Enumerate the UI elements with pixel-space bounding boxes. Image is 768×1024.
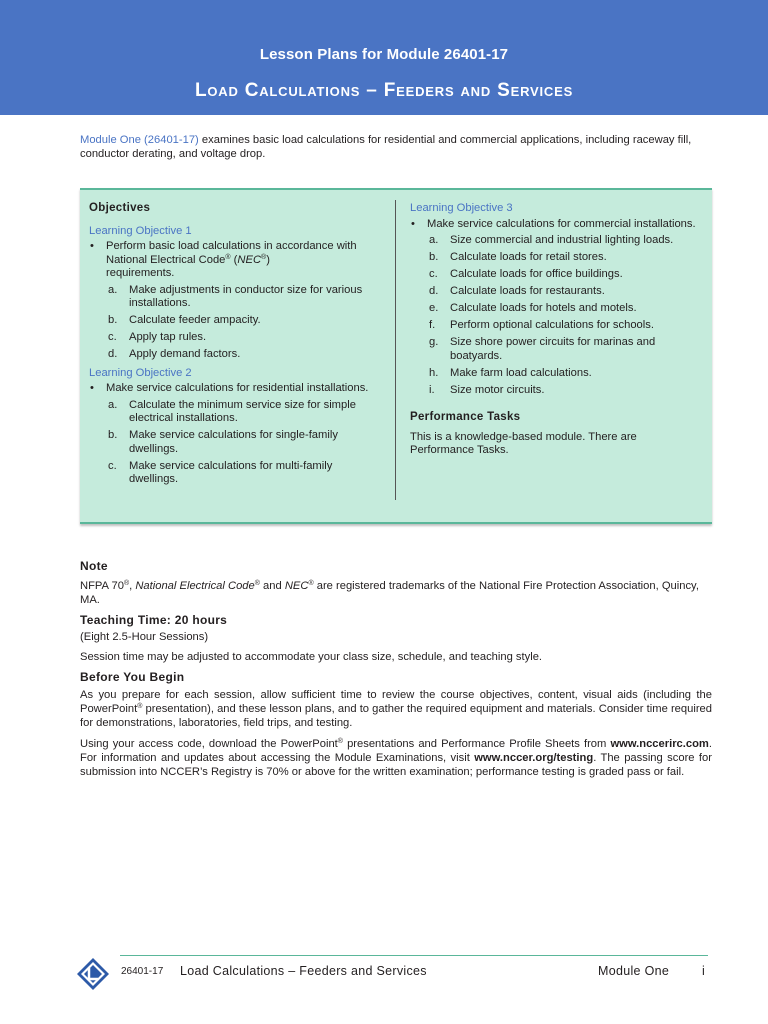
item-label: c. [429, 268, 438, 280]
footer-page-number: i [702, 964, 705, 978]
footer-title: Load Calculations – Feeders and Services [180, 964, 427, 978]
note-nfpa: NFPA 70 [80, 580, 124, 592]
lo1-bullet-end: requirements. [106, 267, 175, 279]
registered-mark: ® [261, 253, 267, 261]
note-nec: NEC [284, 580, 309, 592]
lo1-item-b [89, 314, 379, 328]
footer-module-number: 26401-17 [121, 966, 164, 977]
registered-mark: ® [137, 703, 143, 710]
header-title: Load Calculations – Feeders and Services [194, 80, 574, 101]
item-label: a. [108, 398, 118, 411]
lo3-item-h [410, 367, 700, 381]
page-header [0, 0, 768, 115]
lo1-paren-open: ( [230, 253, 238, 266]
note-and: and [259, 580, 285, 592]
lo3-item-a [410, 234, 700, 248]
intro-text: examines basic load calculations for residential and commercial applications, including raceway fill, conductor derating, and voltage drop. [80, 134, 692, 160]
before-paragraph-1 [80, 688, 712, 730]
before-p1-b: presentation), and these lesson plans, and to gather the required equipment and materials. Consider time required for demonstrations, laboratories, field trips, and testing. [80, 703, 712, 729]
item-text: Size commercial and industrial lighting loads. [450, 234, 674, 246]
lo3-item-e [410, 302, 700, 316]
objectives-heading: Objectives [89, 202, 151, 214]
lo1-bullet-text: Perform basic load calculations in accordance with National Electrical Code [106, 240, 357, 266]
lo1-bullet [89, 240, 379, 281]
item-text: Perform optional calculations for schools. [450, 319, 654, 331]
lo2-item-c [89, 460, 379, 487]
objectives-box [80, 188, 712, 524]
lo1-item-a [89, 284, 379, 311]
item-text: Make farm load calculations. [450, 366, 592, 379]
lo3-item-c [410, 268, 700, 282]
nccer-testing-link[interactable]: www.nccer.org/testing [474, 752, 594, 764]
note-text [80, 579, 712, 607]
module-link[interactable]: Module One (26401-17) [80, 134, 199, 146]
item-label: i. [429, 383, 435, 396]
teaching-sessions: (Eight 2.5-Hour Sessions) [80, 631, 209, 643]
lo2-item-b [89, 429, 379, 456]
lo1-item-d [89, 348, 379, 362]
footer-module: Module One [598, 964, 670, 978]
before-you-begin-heading: Before You Begin [80, 670, 185, 684]
learning-objective-2-label: Learning Objective 2 [89, 366, 192, 379]
item-text: Make adjustments in conductor size for various installations. [129, 283, 363, 309]
note-heading: Note [80, 559, 108, 573]
nccerirc-link[interactable]: www.nccerirc.com [610, 738, 709, 750]
lo3-item-f [410, 319, 700, 333]
nccer-logo-icon [76, 957, 110, 991]
item-text: Calculate loads for office buildings. [450, 268, 623, 280]
item-text: Calculate loads for retail stores. [450, 251, 607, 263]
item-label: c. [108, 459, 117, 472]
lo3-bullet: • Make service calculations for commercial installations. [410, 218, 700, 232]
lo3-item-i [410, 384, 700, 398]
lo2-item-a [89, 399, 379, 426]
registered-mark: ® [308, 580, 314, 587]
before-p2-d: . The passing score for submission into NCCER’s Registry is 70% or above for the written examination; performance testing is graded pass or fail. [80, 752, 712, 778]
item-label: d. [108, 348, 118, 360]
item-text: Size motor circuits. [450, 383, 545, 396]
intro-paragraph [80, 133, 716, 161]
lo2-bullet: • Make service calculations for residential installations. [89, 382, 379, 396]
lo3-item-b [410, 251, 700, 265]
before-p2-b: presentations and Performance Profile Sheets from [342, 738, 611, 750]
item-label: b. [108, 314, 118, 326]
before-p2-c: . For information and updates about accessing the Module Examinations, visit [80, 738, 712, 764]
item-text: Make service calculations for multi-family dwellings. [129, 459, 333, 485]
performance-tasks-text: This is a knowledge-based module. There are Performance Tasks. [410, 430, 637, 456]
lo1-paren-close: ) [266, 253, 270, 266]
item-text: Size shore power circuits for marinas and boatyards. [450, 336, 656, 362]
objectives-right-column [410, 202, 700, 458]
lo1-nec: NEC [237, 253, 262, 266]
item-text: Apply demand factors. [129, 348, 241, 360]
item-label: c. [108, 331, 117, 343]
lo3-item-d [410, 285, 700, 299]
item-label: b. [429, 251, 439, 263]
before-p2-a: Using your access code, download the PowerPoint [80, 738, 338, 750]
item-label: d. [429, 285, 439, 297]
teaching-time-heading: Teaching Time: 20 hours [80, 613, 228, 627]
registered-mark: ® [225, 253, 231, 261]
registered-mark: ® [123, 580, 130, 587]
lo1-item-c [89, 331, 379, 345]
lo3-item-g [410, 336, 700, 363]
item-text: Calculate feeder ampacity. [129, 314, 261, 326]
item-text: Apply tap rules. [129, 331, 207, 343]
objectives-left-column [89, 200, 379, 490]
note-rest: are registered trademarks of the National Fire Protection Association, Quincy, MA. [80, 580, 699, 606]
item-label: a. [108, 283, 118, 296]
learning-objective-1-label: Learning Objective 1 [89, 224, 192, 237]
item-label: h. [429, 366, 439, 379]
item-text: Calculate the minimum service size for simple electrical installations. [129, 398, 356, 424]
before-paragraph-2 [80, 737, 712, 779]
item-label: f. [429, 319, 436, 331]
item-text: Make service calculations for single-family dwellings. [129, 429, 338, 455]
column-divider [395, 200, 396, 500]
teaching-adjust: Session time may be adjusted to accommodate your class size, schedule, and teaching style. [80, 651, 543, 663]
note-sep: , [129, 580, 136, 592]
footer-rule [120, 955, 708, 956]
item-label: b. [108, 429, 118, 441]
header-subtitle: Lesson Plans for Module 26401-17 [259, 46, 509, 63]
note-nec-full: National Electrical Code [135, 580, 255, 592]
learning-objective-3-label: Learning Objective 3 [410, 202, 513, 214]
performance-tasks-heading: Performance Tasks [410, 411, 521, 423]
registered-mark: ® [254, 580, 260, 587]
before-p1-a: As you prepare for each session, allow sufficient time to review the course objectives, content, visual aids (including the PowerPoint [80, 689, 712, 715]
item-label: a. [429, 234, 439, 246]
item-label: g. [429, 336, 439, 348]
item-text: Calculate loads for restaurants. [450, 285, 605, 297]
item-text: Calculate loads for hotels and motels. [450, 302, 637, 314]
registered-mark: ® [337, 738, 343, 745]
item-label: e. [429, 302, 439, 314]
